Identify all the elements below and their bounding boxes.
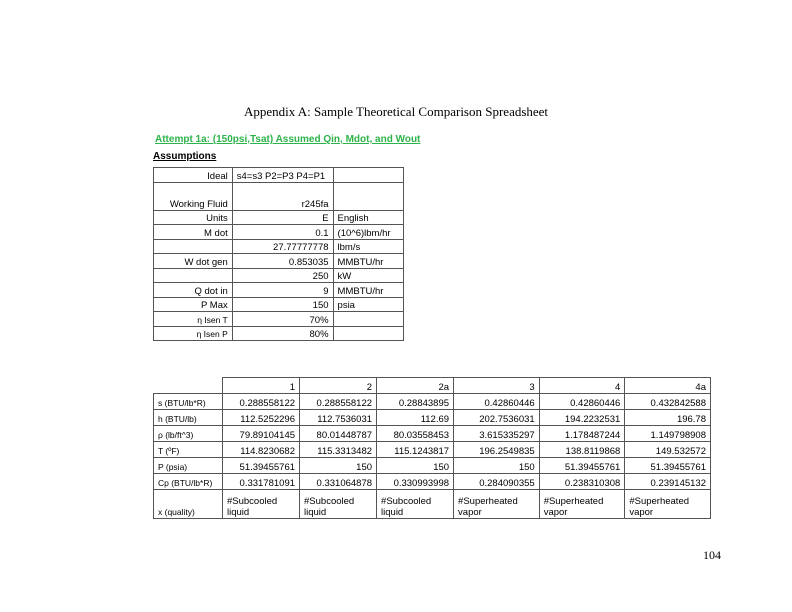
cell-value: #Subcooled liquid [377,490,454,519]
assumption-label: Ideal [154,168,233,183]
state-properties-table [153,377,711,519]
assumption-label: Working Fluid [154,182,233,210]
cell-value: 0.331064878 [300,474,377,490]
assumption-row [154,326,404,341]
assumption-value: 80% [232,326,333,341]
cell-value: 114.8230682 [223,442,300,458]
table-row [154,490,711,519]
assumption-row [154,297,404,312]
cell-value: 0.238310308 [539,474,625,490]
table-row [154,426,711,442]
row-label: ρ (lb/ft^3) [154,426,223,442]
assumption-value: 70% [232,312,333,327]
cell-value: 0.432842588 [625,394,711,410]
assumption-label: η Isen P [154,326,233,341]
assumption-label: Q dot in [154,283,233,298]
corner-cell [154,378,223,394]
attempt-heading: Attempt 1a: (150psi,Tsat) Assumed Qin, Mdot, and Wout [155,134,421,145]
cell-value: 112.5252296 [223,410,300,426]
appendix-title: Appendix A: Sample Theoretical Comparison Spreadsheet [243,104,549,119]
assumptions-heading: Assumptions [153,151,217,162]
row-label: x (quality) [154,490,223,519]
cell-value: 0.28843895 [377,394,454,410]
assumption-unit: (10^6)lbm/hr [333,225,403,240]
row-label: Cp (BTU/lb*R) [154,474,223,490]
cell-value: 0.288558122 [223,394,300,410]
assumption-row [154,239,404,254]
cell-value: 138.8119868 [539,442,625,458]
assumption-label: M dot [154,225,233,240]
table-row [154,458,711,474]
assumption-unit [333,168,403,183]
assumption-row [154,210,404,225]
cell-value: 115.1243817 [377,442,454,458]
cell-value: #Superheated vapor [454,490,540,519]
cell-value: 51.39455761 [223,458,300,474]
cell-value: 194.2232531 [539,410,625,426]
cell-value: 3.615335297 [454,426,540,442]
page-number: 104 [703,548,721,562]
assumption-value: 0.853035 [232,254,333,269]
cell-value: 1.149798908 [625,426,711,442]
assumption-unit [333,182,403,210]
state-header: 4 [539,378,625,394]
assumption-unit: MMBTU/hr [333,283,403,298]
assumption-unit: MMBTU/hr [333,254,403,269]
cell-value: 0.284090355 [454,474,540,490]
state-header: 2a [377,378,454,394]
table-row [154,442,711,458]
assumption-label: Units [154,210,233,225]
cell-value: #Superheated vapor [539,490,625,519]
assumption-label: P Max [154,297,233,312]
state-header: 1 [223,378,300,394]
state-header: 2 [300,378,377,394]
assumption-label [154,268,233,283]
assumption-label: W dot gen [154,254,233,269]
assumption-unit: psia [333,297,403,312]
assumption-row [154,268,404,283]
assumption-value: 250 [232,268,333,283]
assumption-value: r245fa [232,182,333,210]
state-header: 4a [625,378,711,394]
cell-value: 196.78 [625,410,711,426]
cell-value: 0.239145132 [625,474,711,490]
assumption-row [154,225,404,240]
row-label: T (ºF) [154,442,223,458]
cell-value: 0.42860446 [454,394,540,410]
assumption-row [154,168,404,183]
cell-value: 149.532572 [625,442,711,458]
assumption-unit: kW [333,268,403,283]
assumption-value: E [232,210,333,225]
cell-value: 1.178487244 [539,426,625,442]
assumption-row [154,254,404,269]
cell-value: 115.3313482 [300,442,377,458]
assumption-row [154,182,404,210]
assumptions-table [153,167,404,341]
assumption-row [154,283,404,298]
cell-value: #Superheated vapor [625,490,711,519]
cell-value: 150 [300,458,377,474]
cell-value: 150 [377,458,454,474]
row-label: h (BTU/lb) [154,410,223,426]
cell-value: 112.7536031 [300,410,377,426]
assumption-unit [333,326,403,341]
header-row [154,378,711,394]
cell-value: 202.7536031 [454,410,540,426]
cell-value: 80.03558453 [377,426,454,442]
assumption-unit [333,312,403,327]
cell-value: 150 [454,458,540,474]
row-label: s (BTU/lb*R) [154,394,223,410]
cell-value: 0.42860446 [539,394,625,410]
cell-value: 51.39455761 [625,458,711,474]
assumption-label: η Isen T [154,312,233,327]
assumption-row [154,312,404,327]
cell-value: 196.2549835 [454,442,540,458]
cell-value: #Subcooled liquid [300,490,377,519]
assumption-value: s4=s3 P2=P3 P4=P1 [232,168,333,183]
assumption-value: 9 [232,283,333,298]
cell-value: 0.288558122 [300,394,377,410]
assumption-unit: English [333,210,403,225]
cell-value: 80.01448787 [300,426,377,442]
table-row [154,410,711,426]
table-row [154,474,711,490]
state-header: 3 [454,378,540,394]
table-row [154,394,711,410]
assumption-unit: lbm/s [333,239,403,254]
assumption-value: 27.77777778 [232,239,333,254]
cell-value: 0.330993998 [377,474,454,490]
assumption-value: 0.1 [232,225,333,240]
cell-value: 79.89104145 [223,426,300,442]
assumption-value: 150 [232,297,333,312]
cell-value: #Subcooled liquid [223,490,300,519]
cell-value: 0.331781091 [223,474,300,490]
cell-value: 51.39455761 [539,458,625,474]
cell-value: 112.69 [377,410,454,426]
assumption-label [154,239,233,254]
row-label: P (psia) [154,458,223,474]
